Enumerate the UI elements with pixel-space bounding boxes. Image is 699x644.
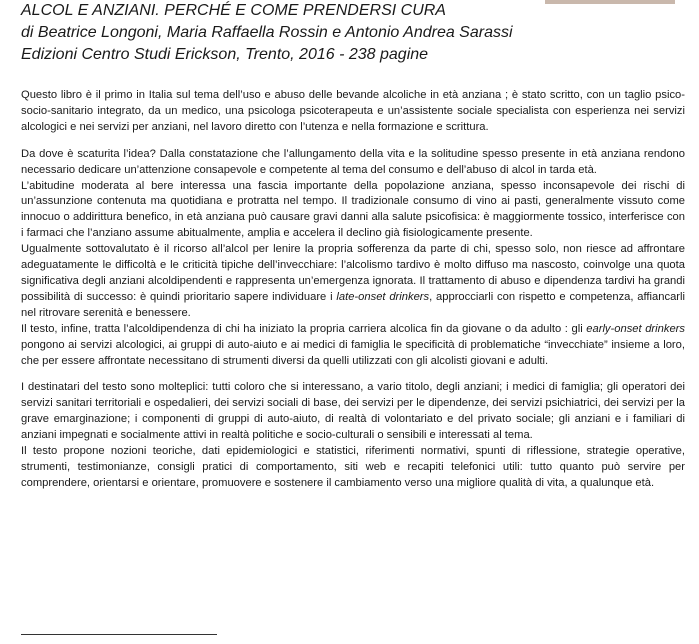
paragraph-origin: Da dove è scaturita l’idea? Dalla constatazione che l’allungamento della vita e la solitudine spesso presente in età anziana rendono necessario dedicare un’attenzione consapevole e competente al tema del consumo e dell’abuso di alcol in tarda età.: [21, 147, 685, 176]
paragraph-gap: [21, 369, 685, 380]
early-onset-term: early-onset drinkers: [586, 322, 685, 335]
paragraph-moderate-drinking: L’abitudine moderata al bere interessa una fascia importante della popolazione anziana, spesso inconsapevole dei rischi di un’assunzione contenuta ma quotidiana e protratta nel tempo. Il tradizionale consumo di vino ai pasti, generalmente vissuto come innocuo o addirittura benefico, in età anziana può causare gravi danni alla salute psicofisica: è maggiormente tossico, interferisce con i farmaci che l’anziano assume abitualmente, amplia e accelera il declino già fisiologicamente presente.: [21, 179, 685, 240]
footnote-divider: [21, 634, 217, 635]
paragraph-early-onset: [21, 322, 685, 370]
book-authors: di Beatrice Longoni, Maria Raffaella Rossin e Antonio Andrea Sarassi: [21, 24, 513, 41]
book-publisher: Edizioni Centro Studi Erickson, Trento, 2016 - 238 pagine: [21, 46, 429, 63]
late-onset-text-a: Ugualmente sottovalutato è il ricorso all’alcol per lenire la propria sofferenza da parte di chi, spesso solo, non riesce ad affrontare adeguatamente le difficoltà e le criticità tipiche dell’invecchiare: l’alcolismo tardivo è molto diffuso ma nascosto, coinvolge una quota significativa degli anziani alcoldipendenti e rappresenta un’emergenza ignorata. Il trattamento di abuso e dipendenza tardivi ha grandi possibilità di successo: è quindi prioritario sapere individuare i: [21, 243, 685, 303]
paragraph-gap: [21, 136, 685, 147]
review-body: [21, 88, 685, 492]
early-onset-text-a: Il testo, infine, tratta l’alcoldipendenza di chi ha iniziato la propria carriera alcolica fin da giovane o da adulto : gli: [21, 322, 587, 335]
late-onset-text-b: , approcciarli con rispetto e competenza, affiancarli nel ritrovare serenità e benessere.: [21, 290, 685, 319]
paragraph-late-onset: [21, 242, 685, 322]
paragraph-contents: Il testo propone nozioni teoriche, dati epidemiologici e statistici, riferimenti normativi, spunti di riflessione, strategie operative, strumenti, testimonianze, consigli pratici di comportamento, siti web e recapiti telefonici utili: tutto quanto può servire per comprendere, orientarsi e orientare, promuovere e sostenere il cambiamento verso una migliore qualità di vita, a qualunque età.: [21, 445, 685, 489]
early-onset-text-b: pongono ai servizi alcologici, ai gruppi di auto-aiuto e ai medici di famiglia le specificità di problematiche “invecchiate” insieme a loro, che per essere affrontate necessitano di strumenti diversi da quelli utilizzati con gli alcolisti giovani e adulti.: [21, 338, 685, 367]
late-onset-term: late-onset drinkers: [336, 290, 430, 303]
paragraph-intro: Questo libro è il primo in Italia sul tema dell’uso e abuso delle bevande alcoliche in età anziana ; è stato scritto, con un taglio psico-socio-sanitario integrato, da un medico, una psicologa psicoterapeuta e un’assistente sociale specialista con esperienza nei servizi alcologici e nei servizi per anziani, nel lavoro diretto con l’utenza e nella formazione e scrittura.: [21, 89, 685, 133]
book-title: ALCOL E ANZIANI. PERCHÉ E COME PRENDERSI CURA: [21, 2, 446, 19]
paragraph-audience: I destinatari del testo sono molteplici: tutti coloro che si interessano, a vario titolo, degli anziani; i medici di famiglia; gli operatori dei servizi sanitari territoriali e ospedalieri, dei servizi sociali di base, dei servizi per le dipendenze, dei servizi psichiatrici, dei servizi per la grave emarginazione; i componenti di gruppi di auto-aiuto, di realtà di volontariato e del privato sociale; gli anziani e i familiari di anziani impegnati e socialmente attivi in realtà politiche e socio-culturali o sensibili e interessati al tema.: [21, 381, 685, 442]
book-header: [21, 0, 681, 66]
